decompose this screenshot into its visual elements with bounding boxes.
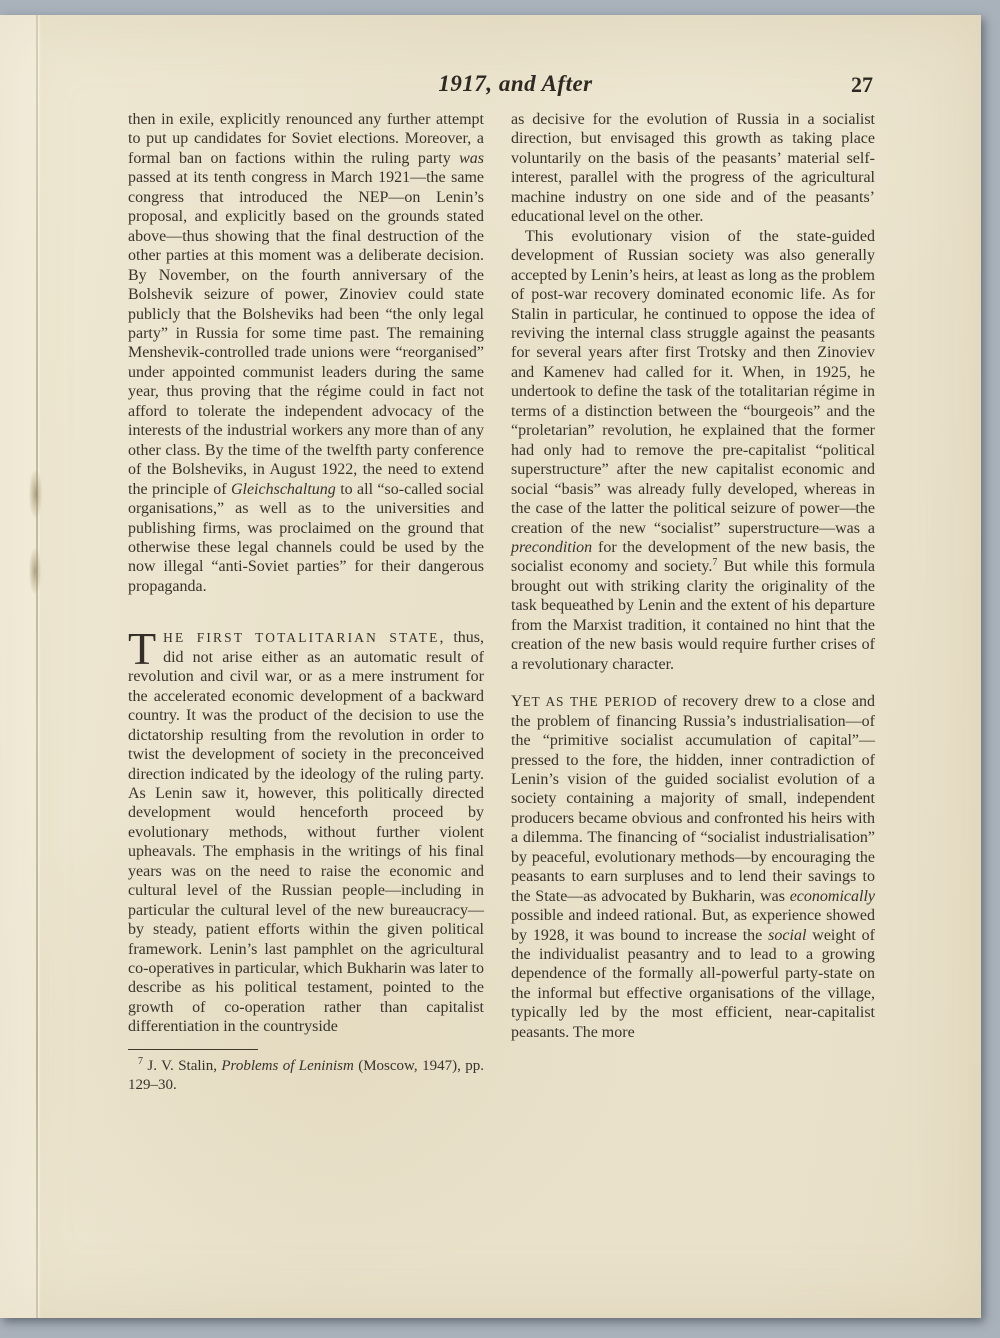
text-segment: HE FIRST TOTALITARIAN STATE (163, 630, 440, 646)
footnote-text (128, 1057, 484, 1095)
footnote-body (128, 1055, 484, 1093)
text-segment: (Moscow, 1947), pp. 129–30. (128, 1057, 484, 1093)
paragraph (128, 110, 484, 596)
text-segment: passed at its tenth congress in March 1921—the same congress that introduced the NEP—on Lenin’s proposal, and explicitly based on the grounds stated above—thus showing that the final destruction of the other parties at this moment was a deliberate decision. By November, on the fourth anniversary of the Bolshevik seizure of power, Zinoviev could state publicly that the Bolsheviks had been “the only legal party” in Russia for some time past. The remaining Menshevik-controlled trade unions were “reorganised” under appointed communist leaders during the same year, thus proving that the régime could in fact not afford to tolerate the independent advocacy of the interests of the industrial workers any more than of any other class. By the time of the twelfth party conference of the Bolsheviks, in August 1922, the need to extend the principle of (128, 169, 484, 498)
book-page (0, 15, 981, 1318)
running-header (128, 71, 875, 103)
text-segment: possible and indeed rational. But, as experience showed by 1928, it was bound to increase the (511, 907, 875, 944)
text-segment: This evolutionary vision of the state-guided development of Russian society was also generally accepted by Lenin’s heirs, at least as long as the problem of post-war recovery dominated economic life. As for Stalin in particular, he continued to oppose the idea of reviving the internal class struggle against the peasants for several years after first Trotsky and then Zinoviev and Kamenev had called for it. When, in 1925, he undertook to define the task of the totalitarian régime in terms of a distinction between the “bourgeois” and the “proletarian” revolution, he explained that the former had only had to remove the pre-capitalist “political superstructure” after the new capitalist economic and social “basis” was already fully developed, whereas in the case of the latter the political seizure of power—the creation of the new “socialist” superstructure—was a (511, 227, 875, 537)
drop-cap: T (128, 623, 157, 675)
text-segment: Y (511, 693, 523, 711)
page-margin-strip (0, 15, 36, 1318)
text-segment: to all “so-called social organisations,” as well as to the universities and publishing firms, was proclaimed on the ground that otherwise these legal channels could be used by the now illegal “anti-Soviet parties” for their dangerous propaganda. (128, 480, 485, 595)
text-segment: as decisive for the evolution of Russia in a socialist direction, but envisaged this growth as taking place voluntarily on the basis of the peasants’ material self-interest, parallel with the progress of the agricultural machine industry on one side and of the peasants’ educational level on the other. (511, 111, 875, 226)
text-segment: J. V. Stalin, (143, 1057, 222, 1074)
text-segment: then in exile, explicitly renounced any further attempt to put up candidates for Soviet elections. Moreover, a formal ban on factions within the ruling party (128, 111, 484, 167)
footnote-rule (128, 1049, 258, 1050)
paragraph-group-left (128, 110, 484, 1037)
text-segment: of recovery drew to a close and the problem of financing Russia’s industrialisation—of the “primitive socialist accumulation of capital”—pressed to the fore, the hidden, inner contradiction of Lenin’s vision of the guided socialist evolution of a society containing a majority of small, independent producers became obvious and confronted his heirs with a dilemma. The financing of “socialist industrialisation” by peaceful, evolutionary methods—by encouraging the peasants to earn surpluses and to lend their savings to the State—as advocated by Bukharin, was (511, 693, 876, 905)
page-number: 27 (851, 72, 873, 97)
crease-mark (29, 548, 41, 594)
text-segment: ET AS THE PERIOD (522, 694, 658, 710)
paragraph (511, 227, 875, 674)
column-left (128, 110, 484, 1095)
paragraph-group-right (511, 110, 875, 1042)
text-segment: Problems of Leninism (221, 1057, 354, 1074)
chapter-title: 1917, and After (438, 71, 593, 96)
text-segment: for the development of the new basis, the socialist economy and society. (511, 538, 875, 576)
column-right (511, 110, 875, 1095)
footnote (128, 1049, 484, 1095)
footnote-marker: 7 (138, 1055, 143, 1067)
text-segment: Gleichschaltung (230, 480, 336, 498)
text-segment: , thus, did not arise either as an automatic result of revolution and civil war, or as a mere instrument for the accelerated economic development of a backward country. It was the product of the decision to use the dictatorship resulting from the revolution in order to twist the development of society in the preconceived direction indicated by the ideology of the ruling party. As Lenin saw it, however, this politically directed development would henceforth proceed by evolutionary methods, without further violent upheavals. The emphasis in the writings of his final years was on the need to raise the economic and cultural level of the Russian people—including in particular the cultural level of the new bureaucracy—by steady, patient efforts within the given political framework. Lenin’s last pamphlet on the agricultural co-operatives in particular, which Bukharin was later to describe as his political testament, pointed to the growth of co-operation rather than capitalist differentiation in the countryside (128, 629, 484, 1036)
paragraph (511, 692, 875, 1042)
paragraph (128, 623, 484, 1037)
text-segment: 7 (712, 557, 718, 569)
text-segment: precondition (511, 538, 593, 556)
page-crease (36, 15, 38, 1318)
text-segment: But while this formula brought out with striking clarity the originality of the task bequeathed by Lenin and the extent of his departure from the Marxist tradition, it contained no hint that the creation of the new basis would require further crises of a revolutionary character. (511, 558, 876, 673)
text-segment: weight of the individualist peasantry and to lead to a growing dependence of the formally all-powerful party-state on the informal but effective organisations of the village, typically led by the most efficient, near-capitalist peasants. The more (511, 926, 876, 1041)
text-columns (128, 110, 875, 1095)
text-segment: was (459, 149, 484, 167)
crease-mark (29, 470, 42, 518)
text-segment: social (768, 926, 807, 944)
paragraph (511, 110, 875, 227)
text-segment: economically (789, 887, 875, 905)
